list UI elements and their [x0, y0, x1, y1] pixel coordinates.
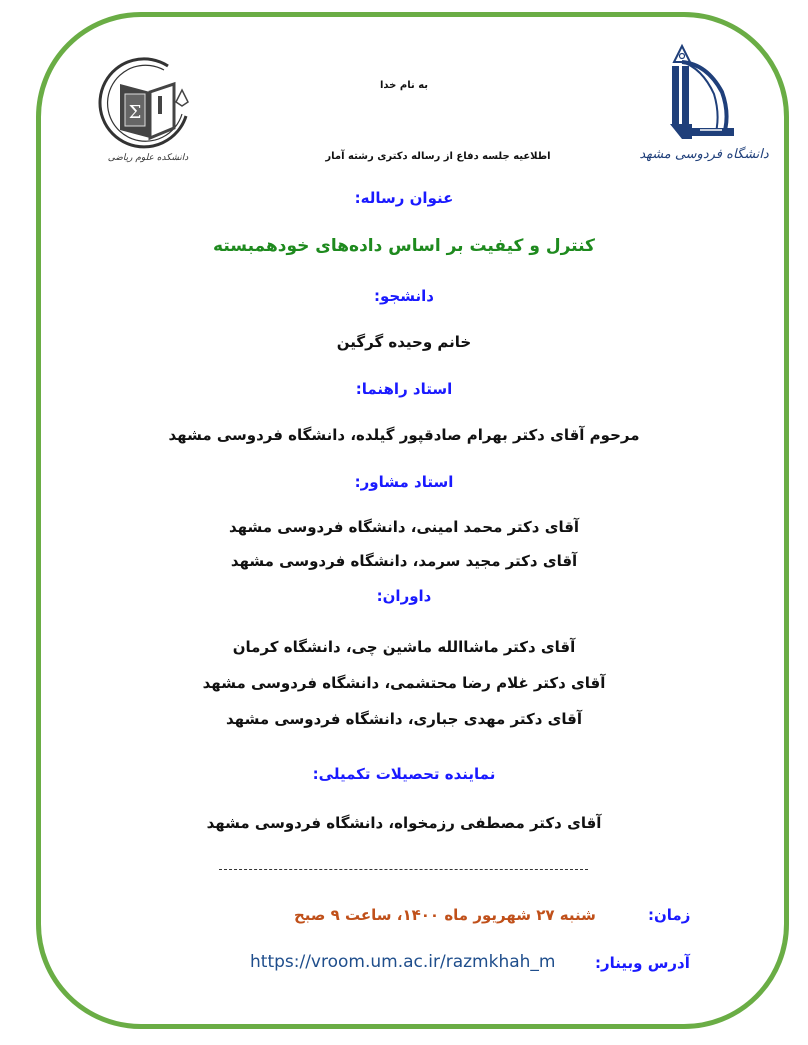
advisor-name: آقای دکتر محمد امینی، دانشگاه فردوسی مشهد — [228, 518, 580, 536]
graduate-rep-label: نماینده تحصیلات تکمیلی: — [312, 765, 496, 783]
referee-name: آقای دکتر غلام رضا محتشمی، دانشگاه فردوسی مشهد — [202, 674, 606, 692]
announcement-heading: اطلاعیه جلسه دفاع از رساله دکتری رشته آمار — [325, 151, 551, 162]
referee-name: آقای دکتر ماشاالله ماشین چی، دانشگاه کرمان — [232, 638, 576, 656]
graduate-rep-name: آقای دکتر مصطفی رزمخواه، دانشگاه فردوسی مشهد — [206, 814, 602, 832]
bismillah-heading: به نام خدا — [379, 80, 429, 91]
webinar-address-label: آدرس وبینار: — [595, 954, 690, 972]
advisor-name: آقای دکتر مجید سرمد، دانشگاه فردوسی مشهد — [230, 552, 578, 570]
referees-label: داوران: — [376, 587, 432, 605]
faculty-logo-caption: دانشکده علوم ریاضی — [107, 153, 189, 163]
supervisor-label: استاد راهنما: — [355, 380, 453, 398]
ferdowsi-logo-icon — [639, 44, 769, 166]
thesis-title: کنترل و کیفیت بر اساس داده‌های خودهمبسته — [213, 236, 595, 256]
time-label: زمان: — [648, 906, 691, 924]
referee-name: آقای دکتر مهدی جباری، دانشگاه فردوسی مشهد — [226, 710, 582, 728]
webinar-address-link[interactable]: https://vroom.um.ac.ir/razmkhah_m — [250, 952, 556, 972]
advisor-label: استاد مشاور: — [354, 473, 454, 491]
ferdowsi-university-logo — [639, 44, 769, 166]
thesis-title-label: عنوان رساله: — [354, 189, 454, 207]
faculty-logo-icon — [98, 56, 198, 168]
supervisor-name: مرحوم آقای دکتر بهرام صادقپور گیلده، دانشگاه فردوسی مشهد — [168, 426, 640, 444]
faculty-of-mathematical-sciences-logo — [98, 56, 198, 168]
dashed-divider — [219, 869, 588, 870]
student-label: دانشجو: — [374, 287, 434, 305]
sigma-glyph: Σ — [128, 102, 142, 123]
student-name: خانم وحیده گرگین — [336, 333, 472, 351]
time-value: شنبه ۲۷ شهریور ماه ۱۴۰۰، ساعت ۹ صبح — [294, 906, 596, 924]
ferdowsi-logo-caption: دانشگاه فردوسی مشهد — [639, 147, 769, 162]
